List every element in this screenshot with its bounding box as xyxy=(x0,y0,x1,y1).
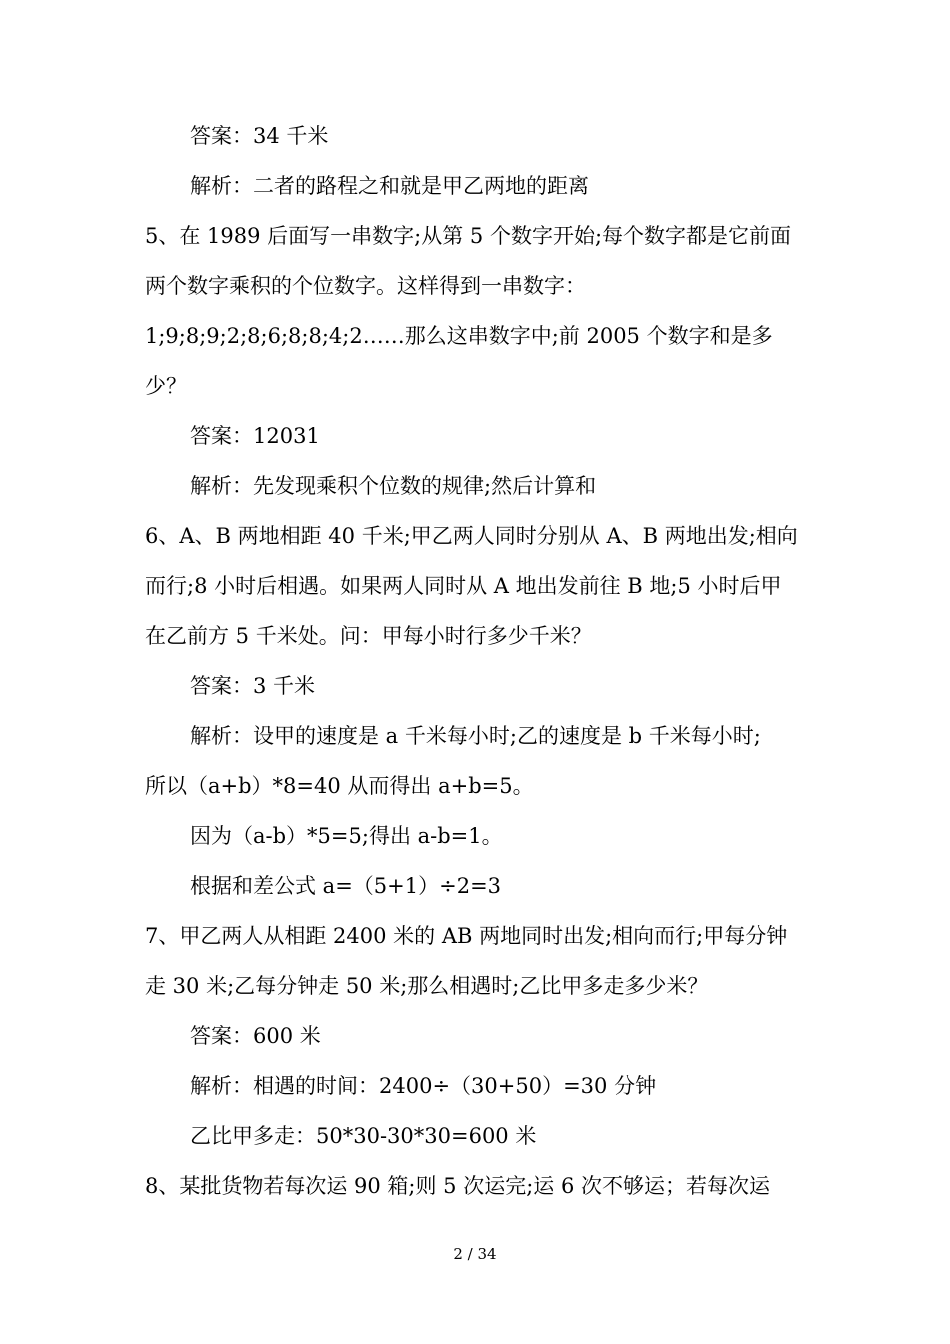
question-5-line-2: 两个数字乘积的个位数字。这样得到一串数字： xyxy=(145,274,586,298)
question-5-line-1: 5、在 1989 后面写一串数字;从第 5 个数字开始;每个数字都是它前面 xyxy=(145,224,792,248)
answer-5: 答案：12031 xyxy=(190,424,320,448)
answer-6: 答案：3 千米 xyxy=(190,674,316,698)
analysis-6-line-2: 所以（a+b）*8=40 从而得出 a+b=5。 xyxy=(145,774,534,798)
analysis-7-line-1: 解析：相遇的时间：2400÷（30+50）=30 分钟 xyxy=(190,1074,657,1098)
analysis-7-line-2: 乙比甲多走：50*30-30*30=600 米 xyxy=(190,1124,537,1148)
question-5-line-3: 1;9;8;9;2;8;6;8;8;4;2……那么这串数字中;前 2005 个数字和是多 xyxy=(145,324,773,348)
page-number: 2 / 34 xyxy=(453,1245,497,1263)
analysis-6-line-1: 解析：设甲的速度是 a 千米每小时;乙的速度是 b 千米每小时; xyxy=(190,724,761,748)
answer-7: 答案：600 米 xyxy=(190,1024,321,1048)
answer-4: 答案：34 千米 xyxy=(190,124,329,148)
question-6-line-1: 6、A、B 两地相距 40 千米;甲乙两人同时分别从 A、B 两地出发;相向 xyxy=(145,524,798,548)
question-6-line-3: 在乙前方 5 千米处。问：甲每小时行多少千米？ xyxy=(145,624,592,648)
question-5-line-4: 少？ xyxy=(145,374,187,398)
question-7-line-2: 走 30 米;乙每分钟走 50 米;那么相遇时;乙比甲多走多少米？ xyxy=(145,974,709,998)
analysis-6-line-3: 因为（a-b）*5=5;得出 a-b=1。 xyxy=(190,824,503,848)
question-8-line-1: 8、某批货物若每次运 90 箱;则 5 次运完;运 6 次不够运；若每次运 xyxy=(145,1174,771,1198)
question-6-line-2: 而行;8 小时后相遇。如果两人同时从 A 地出发前往 B 地;5 小时后甲 xyxy=(145,574,782,598)
analysis-4: 解析：二者的路程之和就是甲乙两地的距离 xyxy=(190,174,589,198)
question-7-line-1: 7、甲乙两人从相距 2400 米的 AB 两地同时出发;相向而行;甲每分钟 xyxy=(145,924,788,948)
analysis-5: 解析：先发现乘积个位数的规律;然后计算和 xyxy=(190,474,597,498)
analysis-6-line-4: 根据和差公式 a=（5+1）÷2=3 xyxy=(190,874,502,898)
